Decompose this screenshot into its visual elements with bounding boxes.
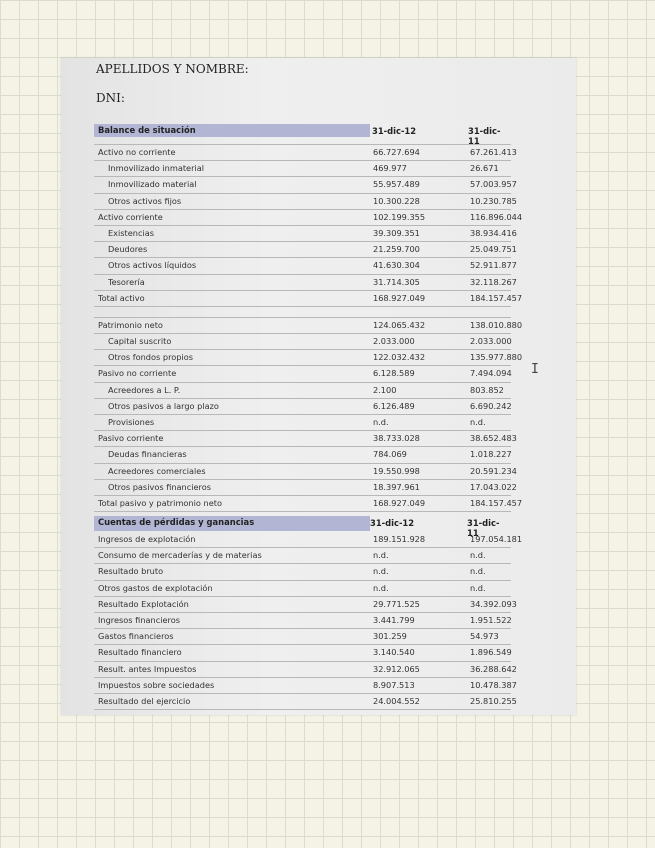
table-row [94, 242, 517, 258]
value-2011: 803.852 [470, 384, 504, 395]
value-2012: 301.259 [373, 631, 407, 642]
table-row [94, 161, 511, 177]
value-2012: 55.957.489 [373, 179, 420, 190]
pyg-title-bar [94, 516, 511, 538]
table-row [94, 334, 511, 350]
table-row [94, 532, 523, 548]
value-2012: 31.714.305 [373, 276, 420, 287]
table-row [94, 564, 511, 580]
value-2012: 189.151.928 [373, 534, 426, 544]
row-label: Otros pasivos financieros [108, 481, 212, 492]
value-2011: 57.003.957 [470, 179, 517, 190]
value-2011: 116.896.044 [470, 211, 523, 222]
value-2011: 26.671 [470, 163, 499, 174]
row-label: Tesorería [108, 276, 145, 287]
value-2012: 39.309.351 [373, 227, 420, 238]
value-2011: 1.951.522 [470, 614, 512, 625]
row-label: Deudas financieras [108, 449, 187, 460]
table-row [94, 548, 511, 564]
pyg-col2-header: 31-dic-11 [467, 518, 500, 538]
value-2011: 184.157.457 [470, 497, 523, 508]
table-row [94, 210, 523, 226]
value-2012: 38.733.028 [373, 433, 420, 444]
value-2012: 8.907.513 [373, 679, 415, 690]
value-2012: 3.140.540 [373, 647, 415, 658]
assets-table [94, 145, 523, 307]
balance-title-bar [94, 124, 511, 146]
row-label: Resultado financiero [98, 647, 182, 658]
value-2011: 197.054.181 [470, 534, 523, 544]
row-label: Acreedores comerciales [108, 465, 206, 476]
pyg-section [94, 516, 523, 710]
table-row [94, 662, 517, 678]
table-row [94, 291, 523, 307]
value-2011: 54.973 [470, 631, 499, 642]
value-2012: 6.126.489 [373, 400, 415, 411]
table-row [94, 318, 523, 334]
value-2012: 6.128.589 [373, 368, 415, 379]
value-2011: 52.911.877 [470, 260, 517, 271]
table-row [94, 464, 517, 480]
value-2011: 135.977.880 [470, 352, 523, 363]
value-2011: n.d. [470, 582, 486, 593]
value-2012: 41.630.304 [373, 260, 420, 271]
table-row [94, 177, 517, 193]
row-label: Ingresos financieros [98, 614, 180, 625]
value-2012: 2.100 [373, 384, 397, 395]
row-label: Gastos financieros [98, 631, 174, 642]
row-label: Activo no corriente [98, 147, 176, 157]
value-2011: 17.043.022 [470, 481, 517, 492]
value-2012: 469.977 [373, 163, 407, 174]
row-label: Pasivo no corriente [98, 368, 177, 379]
value-2012: 102.199.355 [373, 211, 426, 222]
table-row [94, 399, 511, 415]
table-row [94, 383, 511, 399]
value-2011: 36.288.642 [470, 663, 517, 674]
dni-label: DNI: [96, 91, 125, 105]
row-label: Total pasivo y patrimonio neto [98, 497, 222, 508]
row-label: Otros activos líquidos [108, 260, 197, 271]
row-label: Patrimonio neto [98, 319, 163, 330]
row-label: Result. antes Impuestos [98, 663, 197, 674]
table-row [94, 447, 511, 463]
table-row [94, 645, 511, 661]
row-label: Acreedores a L. P. [108, 384, 181, 395]
value-2012: 784.069 [373, 449, 407, 460]
table-row [94, 226, 517, 242]
row-label: Impuestos sobre sociedades [98, 679, 215, 690]
pyg-title: Cuentas de pérdidas y ganancias [98, 517, 255, 527]
row-label: Ingresos de explotación [98, 534, 196, 544]
row-label: Pasivo corriente [98, 433, 164, 444]
value-2011: 34.392.093 [470, 598, 517, 609]
value-2011: n.d. [470, 566, 486, 577]
row-label: Existencias [108, 227, 155, 238]
row-label: Otros pasivos a largo plazo [108, 400, 219, 411]
value-2011: 184.157.457 [470, 292, 523, 303]
table-row [94, 629, 511, 645]
table-row [94, 581, 511, 597]
row-label: Resultado bruto [98, 566, 164, 577]
row-label: Otros activos fijos [108, 195, 182, 206]
divider [94, 138, 511, 145]
text-cursor-icon: I [531, 362, 539, 377]
pyg-col1-header: 31-dic-12 [370, 518, 415, 528]
table-row [94, 145, 517, 161]
table-row [94, 366, 511, 382]
value-2011: 1.896.549 [470, 647, 512, 658]
value-2012: 19.550.998 [373, 465, 420, 476]
table-row [94, 496, 523, 512]
value-2011: n.d. [470, 417, 486, 427]
row-label: Consumo de mercaderías y de materias [98, 550, 262, 561]
table-row [94, 613, 511, 629]
value-2012: n.d. [373, 417, 389, 427]
row-label: Total activo [98, 292, 145, 303]
value-2012: 124.065.432 [373, 319, 426, 330]
value-2012: n.d. [373, 566, 389, 577]
value-2012: 24.004.552 [373, 695, 420, 706]
row-label: Capital suscrito [108, 336, 172, 347]
row-label: Activo corriente [98, 211, 163, 222]
value-2012: 18.397.961 [373, 481, 420, 492]
row-label: Resultado del ejercicio [98, 695, 191, 706]
balance-col1-header: 31-dic-12 [372, 126, 417, 136]
table-row [94, 694, 517, 710]
value-2012: 10.300.228 [373, 195, 420, 206]
value-2011: 25.049.751 [470, 244, 517, 255]
value-2011: n.d. [470, 550, 486, 561]
value-2012: 2.033.000 [373, 336, 415, 347]
table-row [94, 275, 517, 291]
divider [94, 307, 511, 318]
row-label: Provisiones [108, 417, 155, 427]
value-2011: 1.018.227 [470, 449, 512, 460]
value-2011: 6.690.242 [470, 400, 512, 411]
document-sheet [61, 58, 576, 715]
value-2011: 7.494.094 [470, 368, 512, 379]
row-label: Otros gastos de explotación [98, 582, 213, 593]
value-2011: 20.591.234 [470, 465, 517, 476]
value-2012: 122.032.432 [373, 352, 426, 363]
table-row [94, 480, 517, 496]
value-2011: 38.652.483 [470, 433, 517, 444]
table-row [94, 258, 517, 274]
value-2012: 29.771.525 [373, 598, 420, 609]
value-2012: 168.927.049 [373, 497, 426, 508]
row-label: Inmovilizado material [108, 179, 197, 190]
value-2011: 10.230.785 [470, 195, 517, 206]
table-row [94, 678, 517, 694]
table-row [94, 415, 511, 431]
table-row [94, 350, 523, 366]
balance-col2-header: 31-dic-11 [468, 126, 501, 146]
value-2012: 32.912.065 [373, 663, 420, 674]
value-2011: 10.478.387 [470, 679, 517, 690]
value-2011: 67.261.413 [470, 147, 517, 157]
value-2011: 138.010.880 [470, 319, 523, 330]
name-label: APELLIDOS Y NOMBRE: [96, 62, 249, 76]
row-label: Otros fondos propios [108, 352, 194, 363]
row-label: Resultado Explotación [98, 598, 189, 609]
pyg-table [94, 532, 523, 710]
liabilities-table [94, 318, 523, 512]
balance-title: Balance de situación [98, 125, 196, 135]
value-2011: 38.934.416 [470, 227, 517, 238]
value-2011: 32.118.267 [470, 276, 517, 287]
value-2012: n.d. [373, 582, 389, 593]
value-2012: n.d. [373, 550, 389, 561]
value-2011: 25.810.255 [470, 695, 517, 706]
value-2011: 2.033.000 [470, 336, 512, 347]
value-2012: 168.927.049 [373, 292, 426, 303]
balance-section [94, 124, 523, 512]
table-row [94, 597, 517, 613]
value-2012: 66.727.694 [373, 147, 420, 157]
table-row [94, 431, 517, 447]
value-2012: 21.259.700 [373, 244, 420, 255]
row-label: Deudores [108, 244, 148, 255]
value-2012: 3.441.799 [373, 614, 415, 625]
row-label: Inmovilizado inmaterial [108, 163, 205, 174]
table-row [94, 194, 517, 210]
